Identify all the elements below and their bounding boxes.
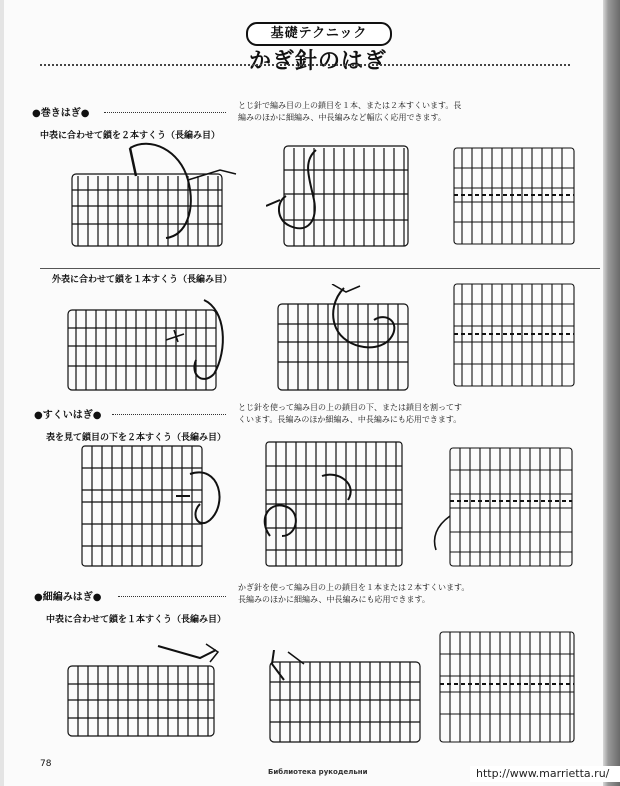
section-title-komahagi: ●細編みはぎ● <box>34 592 102 603</box>
section-description-sukuihagi: とじ針を使って編み目の上の鎖目の下、または鎖目を割ってす くいます。長編みのほか細編み、中長編みにも応用できます。 <box>238 403 462 424</box>
section-leader <box>112 414 226 415</box>
section-description-komahagi: かぎ針を使って編み目の上の鎖目を１本または２本すくいます。 長編みのほかに細編み、中長編みにも応用できます。 <box>238 583 470 604</box>
illustration-makihagi-outside-1 <box>66 290 242 394</box>
illustration-makihagi-outside-3 <box>452 282 578 388</box>
source-watermark: http://www.marrietta.ru/ <box>470 766 620 782</box>
illustration-sukuihagi-3 <box>430 446 576 570</box>
illustration-makihagi-3 <box>452 146 578 246</box>
caption-komahagi-1: 中表に合わせて鎖を１本すくう（長編み目） <box>46 615 227 625</box>
caption-sukuihagi-1: 表を見て鎖目の下を２本すくう（長編み目） <box>46 433 227 443</box>
illustration-komahagi-3 <box>438 630 578 746</box>
illustration-komahagi-2 <box>264 650 424 746</box>
illustration-makihagi-outside-2 <box>274 284 424 394</box>
caption-makihagi-2: 外表に合わせて鎖を１本すくう（長編み目） <box>52 275 233 285</box>
category-label: 基礎テクニック <box>246 22 392 46</box>
book-spine-shadow <box>603 0 620 786</box>
section-leader <box>104 112 226 113</box>
illustration-komahagi-1 <box>66 640 242 740</box>
section-title-makihagi: ●巻きはぎ● <box>32 108 90 119</box>
page-left-edge <box>0 0 4 786</box>
illustration-makihagi-2 <box>266 140 416 250</box>
section-description-makihagi: とじ針で編み目の上の鎖目を１本、または２本すくいます。長 編みのほかに細編み、中長編みなど幅広く応用できます。 <box>238 101 462 122</box>
page-title: かぎ針のはぎ <box>248 49 387 74</box>
illustration-sukuihagi-2 <box>262 440 412 570</box>
section-leader <box>118 596 226 597</box>
header-dotted-rule <box>40 64 570 66</box>
caption-makihagi-1: 中表に合わせて鎖を２本すくう（長編み目） <box>40 131 221 141</box>
page-number: 78 <box>40 759 52 769</box>
section-title-sukuihagi: ●すくいはぎ● <box>34 410 102 421</box>
section-divider <box>40 268 600 269</box>
illustration-makihagi-1 <box>70 140 240 250</box>
illustration-sukuihagi-1 <box>80 444 230 570</box>
library-credit: Библиотека рукодельни <box>268 768 368 776</box>
